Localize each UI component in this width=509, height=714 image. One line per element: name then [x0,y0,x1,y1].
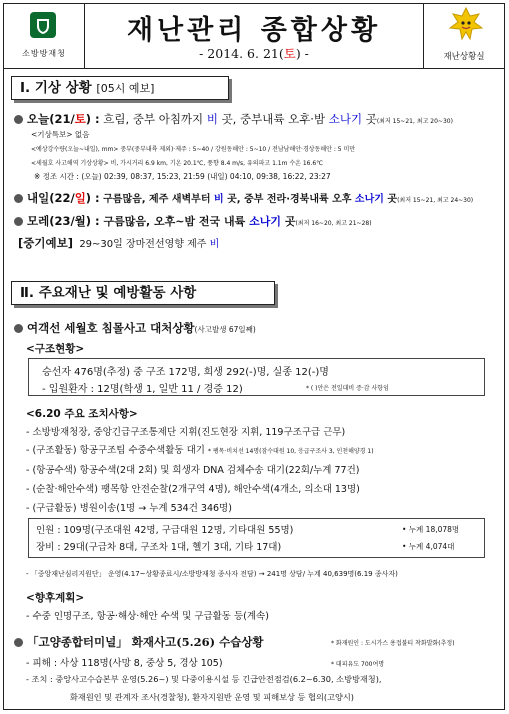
office-label: 재난상황실 [443,52,485,62]
rescue-line-1: 승선자 476명(추정) 중 구조 172명, 희생 292(-)명, 실종 12(-)명 [42,367,329,378]
high-tide-times: ※ 정조 시간 : (오늘) 02:39, 08:37, 15:23, 21:59 (내일) 04:10, 09:38, 16:22, 23:27 [34,172,331,181]
rescue-note: * ( )안은 전일대비 증·감 사항임 [306,385,389,392]
goyang-note-cause: * 화재원인 : 도시가스 용접불티 착화발화(추정) [331,640,455,647]
section-1-heading: Ⅰ. 기상 상황 [05시 예보] [11,76,229,100]
midterm-forecast: [중기예보] 29~30일 장마전선영향 제주 비 [18,236,220,250]
resources-equipment-total: • 누계 4,074대 [402,542,455,551]
sewol-weather: <세월호 사고해역 기상상황> 비, 가시거리 6.9 km, 기온 20.1℃, 풍향 8.4 m/s, 유의파고 1.1m 수온 16.6℃ [31,160,323,167]
shield-logo-icon [28,10,58,40]
action-item: - (구조활동) 항공구조팀 수중수색활동 대기 * 팽목·비치선 14명(잠수대원 10, 응급구조사 3, 인천해양경 1) [26,445,374,456]
special-report: <기상특보> 없음 [31,130,90,139]
plan-heading: <향후계획> [26,592,85,604]
rescue-line-2: - 입원환자 : 12명(학생 1, 일반 11 / 경증 12) [42,384,243,395]
action-item: - (순찰·해안수색) 팽목항 안전순찰(2개구역 4명), 해안수색(4개소, 의소대 13명) [26,484,360,495]
weather-day-after: 모레(23/월) : 구름많음, 오후~밤 전국 내륙 소나기 곳(최저 16~20, 최고 21~28) [14,213,372,229]
date-day: 토 [283,46,296,61]
goyang-note-evac: * 대피유도 700여명 [331,661,385,668]
rainfall-forecast: <예상강수량(오늘~내일), mm> 중부(중부내륙 제외)·제주 : 5~40 / 강원동해안 : 5~10 / 전남남해안·경상동해안 : 5 미만 [31,146,356,153]
resources-personnel: 인원 : 109명(구조대원 42명, 구급대원 12명, 기타대원 55명) [36,525,294,536]
header [4,4,504,69]
goyang-title-row: 「고양종합터미널」 화재사고(5.26) 수습상황 [14,634,264,650]
section-2-heading: Ⅱ. 주요재난 및 예방활동 사항 [11,281,275,305]
org-label: 소방방재청 [22,49,66,58]
mascot-character-icon [446,6,486,46]
action-item: - 소방방재청장, 중앙긴급구조통제단 지휘(진도현장 지휘, 119구조구급 근무) [26,427,346,438]
resources-personnel-total: • 누계 18,078명 [402,525,460,534]
bullet-icon [14,217,23,226]
bullet-icon [14,324,23,333]
mascot-box [423,4,504,68]
weather-today: 오늘(21/토) : 흐림, 중부 아침까지 비 곳, 중부내륙 오후·밤 소나기 곳(최저 15~21, 최고 20~30) [14,111,453,127]
dive-note: * 팽목·비치선 14명(잠수대원 10, 응급구조사 3, 인천해양경 1) [207,448,374,455]
midterm-label: [중기예보] [18,236,73,250]
goyang-damage: - 피해 : 사상 118명(사망 8, 중상 5, 경상 105) [26,658,223,669]
logo-box [4,4,85,68]
bullet-icon [14,115,23,124]
rescue-heading: <구조현황> [26,343,85,355]
action-item: - (항공수색) 항공수색(2대 2회) 및 희생자 DNA 검체수송 대기(22회/누계 77건) [26,465,360,476]
goyang-action-1: - 조치 : 중앙사고수습본부 운영(5.26~) 및 다중이용시설 등 긴급안전점검(6.2~6.30, 소방방재청), [26,674,382,684]
resources-equipment: 장비 : 29대(구급차 8대, 구조차 1대, 헬기 3대, 기타 17대) [36,542,282,553]
report-date: - 2014. 6. 21(토) - [199,46,309,61]
bullet-icon [14,194,23,203]
actions-heading: <6.20 주요 조치사항> [26,408,138,420]
sewol-title: 여객선 세월호 침몰사고 대처상황(사고발생 67일째) [14,320,256,336]
goyang-action-2: 화재원인 및 관계자 조사(경찰청), 환자지원반 운영 및 피해보상 등 협의(고양시) [70,692,354,702]
trauma-support: - 「중앙재난심리지원단」 운영(4.17~상황종료시/소방방재청 종사자 전담) → 241명 상담/ 누계 40,639명(6.19 종사자) [26,570,398,578]
action-item: - (구급활동) 병원이송(1명 → 누계 534건 346명) [26,503,232,514]
page-title: 재난관리 종합상황 [126,15,382,46]
bullet-icon [14,638,23,647]
plan-line: - 수중 인명구조, 항공·해상·해안 수색 및 구급활동 등(계속) [26,611,269,622]
document-page [3,3,505,710]
weather-tomorrow: 내일(22/일) : 구름많음, 제주 새벽부터 비 곳, 중부 전라·경북내륙 오후 소나기 곳(최저 15~21, 최고 24~30) [14,190,473,206]
